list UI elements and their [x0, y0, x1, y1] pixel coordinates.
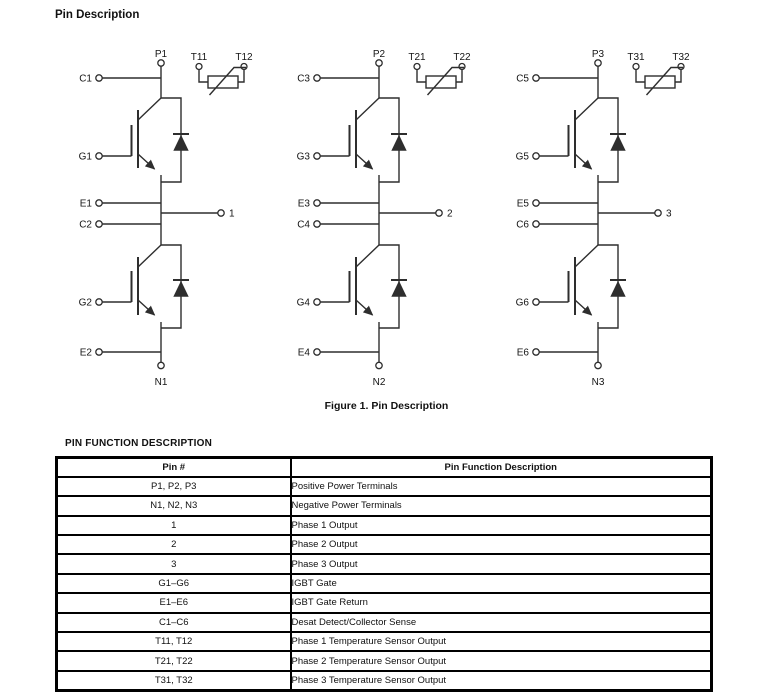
thermistor-terminal-left-label: T31 [627, 52, 645, 63]
negative-terminal-node [158, 362, 164, 368]
table-row [57, 574, 712, 593]
lower-collector-lead [138, 245, 161, 267]
upper-emitter-lead-arrow [356, 154, 373, 169]
lower-igbt-symbol [320, 245, 399, 328]
thermistor-left-lead [636, 70, 645, 83]
thermistor-terminal-right-label: T32 [672, 52, 690, 63]
pin-description-cell: IGBT Gate Return [291, 593, 712, 612]
thermistor-left-node [633, 64, 639, 70]
upper-igbt-symbol [102, 98, 181, 182]
thermistor-right-lead [675, 70, 681, 83]
lower-diode-triangle [174, 282, 188, 297]
pin-description-cell: Phase 3 Output [291, 554, 712, 573]
gate-top-node [533, 153, 539, 159]
figure-caption: Figure 1. Pin Description [324, 400, 449, 412]
pin-description-cell: Phase 2 Output [291, 535, 712, 554]
thermistor-terminal-left-label: T11 [190, 52, 208, 63]
positive-terminal-node [158, 60, 164, 66]
emitter-bottom-node [533, 349, 539, 355]
collector-sense-top-node [96, 75, 102, 81]
emitter-top-node [314, 200, 320, 206]
collector-sense-top-label: C5 [516, 73, 529, 85]
column-header-description: Pin Function Description [291, 458, 712, 477]
gate-bottom-label: G4 [296, 297, 310, 309]
lower-diode-branch-wire [161, 245, 181, 328]
upper-collector-lead [138, 98, 161, 120]
gate-bottom-node [533, 299, 539, 305]
thermistor-right-lead [456, 70, 462, 83]
table-row [57, 554, 712, 573]
upper-freewheel-diode-symbol [610, 134, 626, 151]
emitter-top-node [96, 200, 102, 206]
phase-output-node [218, 210, 224, 216]
gate-top-label: G3 [296, 151, 310, 163]
pin-description-cell: Positive Power Terminals [291, 477, 712, 496]
positive-terminal-label: P3 [591, 49, 605, 60]
phase-output-label: 1 [229, 208, 235, 220]
pin-function-table-heading: PIN FUNCTION DESCRIPTION [65, 438, 213, 449]
half-bridge-phase-schematic [55, 40, 275, 392]
upper-collector-lead [575, 98, 598, 120]
pin-number-cell: T11, T12 [57, 632, 291, 651]
thermistor-terminal-right-label: T22 [453, 52, 471, 63]
thermistor-right-node [678, 64, 684, 70]
lower-diode-branch-wire [598, 245, 618, 328]
half-bridge-phase-schematic [273, 40, 493, 392]
collector-sense-bottom-label: C2 [79, 219, 92, 231]
pin-description-cell: Negative Power Terminals [291, 496, 712, 515]
thermistor-body [208, 76, 238, 88]
thermistor-terminal-left-label: T21 [408, 52, 426, 63]
upper-diode-branch-wire [379, 98, 399, 182]
upper-emitter-lead-arrow [575, 154, 592, 169]
thermistor-right-node [459, 64, 465, 70]
thermistor-left-lead [417, 70, 426, 83]
emitter-bottom-label: E2 [79, 347, 92, 359]
pin-description-cell: Phase 2 Temperature Sensor Output [291, 651, 712, 670]
upper-diode-branch-wire [161, 98, 181, 182]
collector-sense-bottom-label: C4 [297, 219, 310, 231]
phase-output-node [436, 210, 442, 216]
upper-diode-branch-wire [598, 98, 618, 182]
thermistor-left-lead [199, 70, 208, 83]
pin-description-cell: IGBT Gate [291, 574, 712, 593]
collector-sense-bottom-node [533, 221, 539, 227]
collector-sense-bottom-label: C6 [516, 219, 529, 231]
pin-number-cell: G1–G6 [57, 574, 291, 593]
phase-output-label: 3 [666, 208, 672, 220]
thermistor-slash [428, 68, 465, 96]
thermistor-right-node [241, 64, 247, 70]
table-row [57, 671, 712, 690]
lower-collector-lead [356, 245, 379, 267]
table-row [57, 632, 712, 651]
pin-number-cell: 1 [57, 516, 291, 535]
lower-igbt-symbol [539, 245, 618, 328]
table-header-row [57, 458, 712, 477]
gate-bottom-label: G6 [515, 297, 529, 309]
upper-diode-triangle [392, 136, 406, 151]
table-row [57, 593, 712, 612]
pin-description-cell: Desat Detect/Collector Sense [291, 613, 712, 632]
emitter-bottom-node [314, 349, 320, 355]
emitter-top-label: E1 [79, 198, 92, 210]
pin-description-cell: Phase 3 Temperature Sensor Output [291, 671, 712, 690]
upper-diode-triangle [611, 136, 625, 151]
lower-diode-triangle [392, 282, 406, 297]
positive-terminal-label: P2 [372, 49, 386, 60]
column-header-pin: Pin # [57, 458, 291, 477]
phase-2-schematic-slot [273, 40, 493, 397]
negative-terminal-node [595, 362, 601, 368]
pin-description-cell: Phase 1 Temperature Sensor Output [291, 632, 712, 651]
lower-freewheel-diode-symbol [610, 280, 626, 297]
positive-terminal-node [376, 60, 382, 66]
pin-description-cell: Phase 1 Output [291, 516, 712, 535]
gate-top-label: G5 [515, 151, 529, 163]
emitter-top-label: E3 [297, 198, 310, 210]
upper-emitter-lead-arrow [138, 154, 155, 169]
gate-bottom-label: G2 [78, 297, 92, 309]
phase-output-label: 2 [447, 208, 453, 220]
gate-top-node [314, 153, 320, 159]
upper-freewheel-diode-symbol [173, 134, 189, 151]
positive-terminal-label: P1 [154, 49, 168, 60]
lower-emitter-lead-arrow [575, 300, 592, 315]
collector-sense-top-label: C1 [79, 73, 92, 85]
pin-number-cell: 3 [57, 554, 291, 573]
thermistor-symbol [191, 52, 253, 95]
lower-collector-lead [575, 245, 598, 267]
thermistor-body [645, 76, 675, 88]
pin-number-cell: P1, P2, P3 [57, 477, 291, 496]
thermistor-right-lead [238, 70, 244, 83]
figure-1-schematics [0, 40, 773, 392]
thermistor-terminal-right-label: T12 [235, 52, 253, 63]
gate-top-node [96, 153, 102, 159]
pin-number-cell: E1–E6 [57, 593, 291, 612]
collector-sense-top-label: C3 [297, 73, 310, 85]
phase-3-schematic-slot [492, 40, 712, 397]
thermistor-symbol [627, 52, 690, 95]
negative-terminal-label: N1 [154, 377, 168, 388]
gate-top-label: G1 [78, 151, 92, 163]
lower-emitter-lead-arrow [356, 300, 373, 315]
collector-sense-bottom-node [314, 221, 320, 227]
page-title: Pin Description [55, 9, 140, 21]
lower-igbt-symbol [102, 245, 181, 328]
collector-sense-bottom-node [96, 221, 102, 227]
emitter-bottom-node [96, 349, 102, 355]
thermistor-slash [210, 68, 247, 96]
table-row [57, 516, 712, 535]
thermistor-left-node [414, 64, 420, 70]
table-row [57, 535, 712, 554]
lower-freewheel-diode-symbol [173, 280, 189, 297]
upper-igbt-symbol [539, 98, 618, 182]
emitter-top-node [533, 200, 539, 206]
table-row [57, 613, 712, 632]
pin-number-cell: N1, N2, N3 [57, 496, 291, 515]
thermistor-symbol [408, 52, 471, 95]
pin-number-cell: 2 [57, 535, 291, 554]
emitter-top-label: E5 [516, 198, 529, 210]
upper-freewheel-diode-symbol [391, 134, 407, 151]
phase-output-node [655, 210, 661, 216]
gate-bottom-node [314, 299, 320, 305]
table-row [57, 651, 712, 670]
emitter-bottom-label: E6 [516, 347, 529, 359]
negative-terminal-label: N3 [591, 377, 605, 388]
emitter-bottom-label: E4 [297, 347, 310, 359]
thermistor-body [426, 76, 456, 88]
upper-collector-lead [356, 98, 379, 120]
table-row [57, 496, 712, 515]
collector-sense-top-node [314, 75, 320, 81]
phase-1-schematic-slot [55, 40, 275, 397]
lower-emitter-lead-arrow [138, 300, 155, 315]
collector-sense-top-node [533, 75, 539, 81]
table-row [57, 477, 712, 496]
upper-igbt-symbol [320, 98, 399, 182]
pin-number-cell: C1–C6 [57, 613, 291, 632]
lower-diode-triangle [611, 282, 625, 297]
negative-terminal-label: N2 [372, 377, 386, 388]
positive-terminal-node [595, 60, 601, 66]
pin-number-cell: T21, T22 [57, 651, 291, 670]
lower-diode-branch-wire [379, 245, 399, 328]
thermistor-left-node [196, 64, 202, 70]
lower-freewheel-diode-symbol [391, 280, 407, 297]
pin-number-cell: T31, T32 [57, 671, 291, 690]
thermistor-slash [647, 68, 684, 96]
gate-bottom-node [96, 299, 102, 305]
negative-terminal-node [376, 362, 382, 368]
half-bridge-phase-schematic [492, 40, 712, 392]
pin-function-table [55, 456, 713, 692]
upper-diode-triangle [174, 136, 188, 151]
